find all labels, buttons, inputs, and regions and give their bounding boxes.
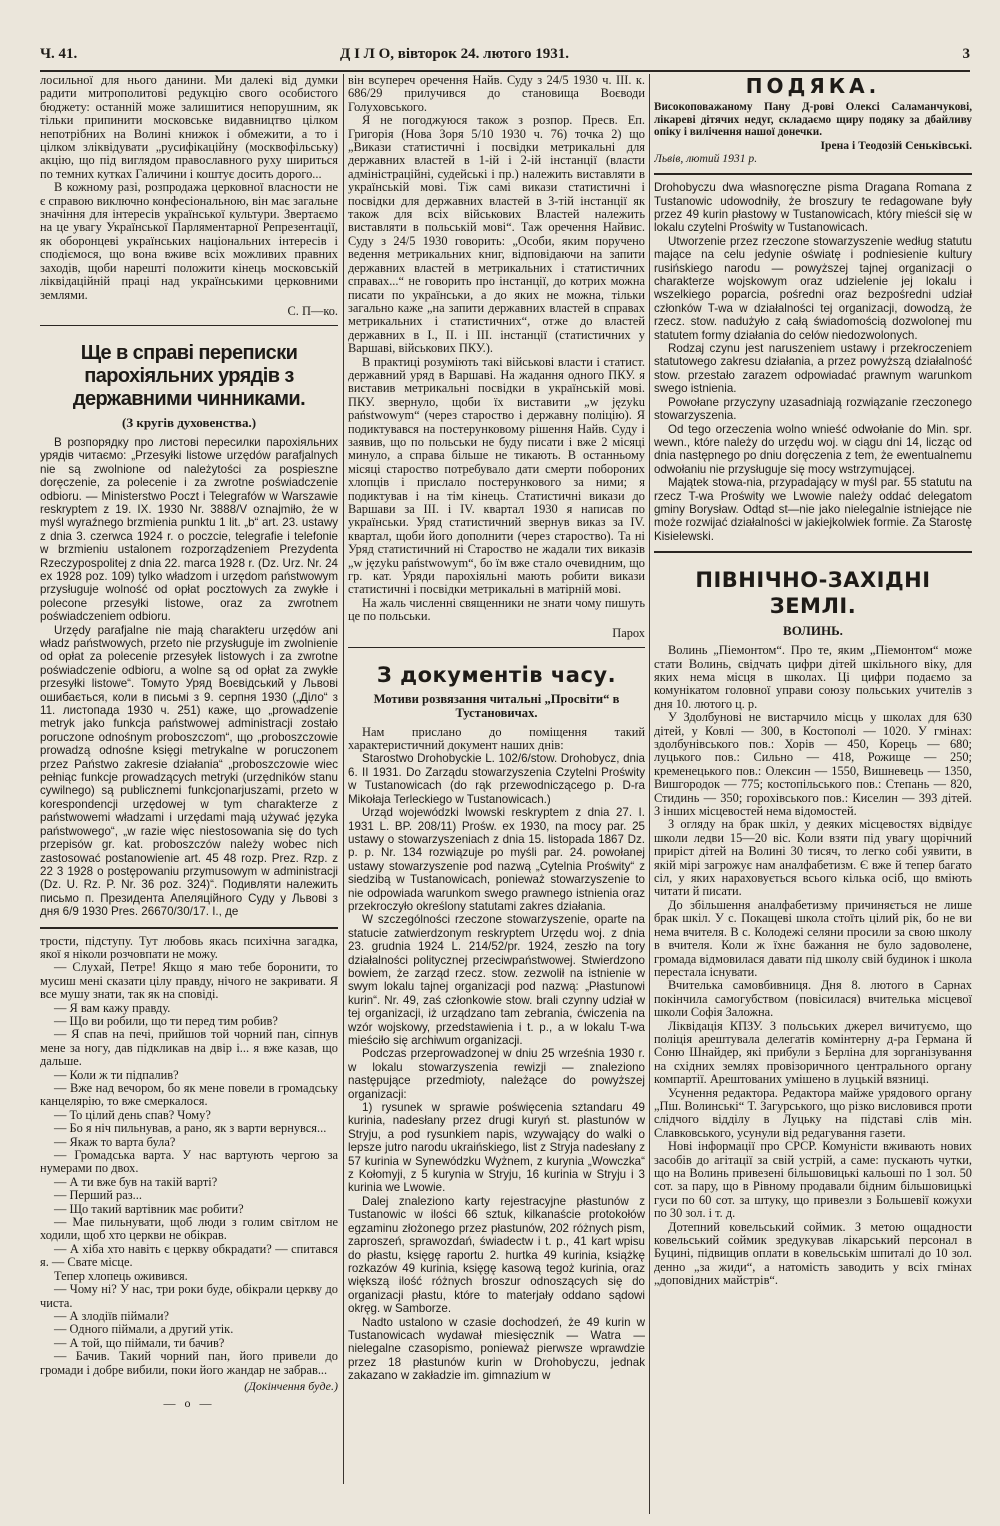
article-paragraph: Нам прислано до поміщення такий характеристичний документ наших днів: xyxy=(348,724,645,753)
article-paragraph: В розпорядку про листові пересилки парохіяльних урядів читаємо: „Przesyłki listowe urzędów parafjalnych nie są zwolnione od należytości za pospieszne doręczenie, za polecenie i za zwrotne poświadczenie odbioru. — Ministerstwo Poczt i Telegrafów w Warszawie reskryptem z 19. IX. 1930 Nr. 3888/V oznajmiło, że w myśl wyraźnego brzmienia punktu 1 lit. „b“ art. 23. ustawy z dnia 3. czerwca 1924 r. o poczcie, telegrafie i telefonie w brzmieniu ustalonem rozporządzeniem Prezydenta Rzeczypospolitej z dnia 22. marca 1928 r. (Dz. Urz. Nr. 24 ex 1928 poz. 109) tylko władzom i urzędom państwowym przysługuje wolność od opłat pocztowych za zwykłe i polecone przesyłki listowe, oraz za zwrotnem poświadczeniem odbioru. xyxy=(40,435,338,624)
dialogue-line: — Слухай, Петре! Якщо я маю тебе боронити, то мусиш мені сказати цілу правду, нічого не закривати. Я все мушу знати, так як на сповіді. xyxy=(40,960,338,1002)
feuilleton-paragraph: трости, підступу. Тут любовь якась психічна загадка, якої я ніколи розчовпати не можу. xyxy=(40,933,338,961)
dialogue-line: — Одного піймали, а другий утік. xyxy=(54,1322,234,1337)
divider xyxy=(654,551,972,553)
page-number: 3 xyxy=(962,46,970,62)
article-headline: Ще в справі переписки парохіяльних урядів з державними чинниками. xyxy=(72,341,306,410)
document-paragraph: Powołane przyczyny uzasadniają rozwiązanie rzeczonego stowarzyszenia. xyxy=(654,395,972,423)
news-paragraph: Усунення редактора. Редактора майже урядового органу „Пш. Волинські“ Т. Загурського, що різко висловився проти слідчого відділу в Луцьку на підставі слів мін. Славковського, усунули від редагування газети. xyxy=(654,1085,972,1140)
thanks-headline: ПОДЯКА. xyxy=(745,74,881,98)
dialogue-line: — Чому ні? У нас, три роки буде, обікрали церкву до чиста. xyxy=(40,1282,338,1310)
article-paragraph: На жаль численні священники не знати чому пишуть це по польськи. xyxy=(348,595,645,624)
dialogue-line: — Бо я ніч пильнував, а рано, як з варти вернувся... xyxy=(54,1121,327,1136)
news-paragraph: Дотепний ковельський соймик. З метою ощадности ковельський соймик зредукував лікарський персонал в Буцині, підвищив оплати в ковельськім шпиталі до 10 зол. денно „за жиди“, а натомість заводить у всіх гмінах „доповідних майстрів“. xyxy=(654,1219,972,1288)
dialogue-line: — Якаж то варта була? xyxy=(54,1134,176,1149)
dialogue-line: — Перший раз... xyxy=(54,1188,142,1203)
column-rule-1 xyxy=(343,74,344,1484)
section-headline: ПІВНІЧНО-ЗАХІДНІ ЗЕМЛІ. xyxy=(695,568,931,619)
dialogue-line: — Я спав на печі, прийшов той чорний пан, сіпнув мене за ногу, дав підкликав на двір і... я вже казав, що дальше. xyxy=(40,1027,338,1069)
divider xyxy=(348,647,645,648)
article-headline: З документів часу. xyxy=(376,662,617,687)
column-2 xyxy=(348,74,645,1514)
dialogue-line: — А злодіїв піймали? xyxy=(54,1308,169,1323)
dialogue-line: — Бачив. Такий чорний пан, його привели до громади і добре вибили, поки його жандар не забрав... xyxy=(40,1349,338,1377)
dialogue-line: — Що такий вартівник має робити? xyxy=(54,1201,244,1216)
dialogue-line: — Коли ж ти підпалив? xyxy=(54,1067,179,1082)
dialogue-line: — Вже над вечором, бо як мене повели в громадську канцелярію, то вже смеркалося. xyxy=(40,1081,338,1109)
column-3 xyxy=(654,74,972,1514)
dialogue-line: — Громадська варта. У нас вартують чергою за нумерами по двох. xyxy=(40,1148,338,1176)
document-paragraph: Dalej znaleziono karty rejestracyjne płastunów z Tustanowic w ilości 66 sztuk, kilkanaście protokołów egzaminu złożonego przez płastunów, 202 różnych pism, zaproszeń, sprawozdań, świadectw i t. p., 41 kart wpisu do płastu, księgę raportu 2. hurtka 49 kurinia, książkę rozkazów 49 kurinia, księgę kasową tegoż kurinia, oraz większą ilość różnych broszur odnoszących się do organizacji płastu, które to materjały oddano sądowi okręg. w Samborze. xyxy=(348,1194,645,1316)
dialogue-line: — То цілий день спав? Чому? xyxy=(54,1107,211,1122)
document-paragraph: Utworzenie przez rzeczone stowarzyszenie według statutu mające na celu jedynie oświatę i podniesienie kultury rusińskiego narodu — powyższej tajnej organizacji o charakterze wojskowym oraz udzielenie jej lokalu i wszelkiego poparcia, pośredni oraz bezpośredni udział członków T-wa w działalności tej organizacji, dowodzą, że rzecz. stow. nadużyło z całą świadomością dozwolonej mu statutem formy działania do celów niedozwolonych. xyxy=(654,234,972,342)
news-paragraph: Вчителька самовбивниця. Дня 8. лютого в Сарнах покінчила самогубством (повісилася) вчителька місцевої школи Софія Заложна. xyxy=(654,978,972,1020)
news-paragraph: Волинь „Піемонтом“. Про те, яким „Піемонтом“ може стати Волинь, свідчать цифри дітей шкільного віку, для яких нема місця в школах. Ці цифри подаємо за комунікатом головної управи союзу польських учителів з дня 10. лютого ц. р. xyxy=(654,643,972,711)
article-signature: Парох xyxy=(612,625,645,640)
article-paragraph: Urzędy parafjalne nie mają charakteru urzędów ani władz państwowych, przeto nie przysługuje im zwolnienie od opłat za polecenie przesyłek listowych i za zwrotne poświadczenie odbioru, a wolne są od opłat za zwykłe przesyłki listowe“. Томуто Уряд Воєвідський у Львові ошибається, коли в письмі з 9. серпня 1930 („Діло“ з 11. листопада 1930 ч. 251) каже, що „prowadzenie metryk jako funkcja państwowej administracji zostało poruczone odnośnym proboszczom“, що „proboszczowie prowadzą odnośne księgi metrykalne w poruczonem przez Państwo zakresie działania“ „proboszczowie wiec pełniąc funkcje prowadzących metryki (urzędników stanu cywilnego) są publicznemi funkcjonarjuszami, przeto w korespondencji urzędowej w tym charakterze z państwowemi władzami i urzędami mają używać języka państwowego“, „w razie więc niestosowania się do tych przepisów gr. kat. proboszczów należy wobec nich zastosować postanowienie art. 45 48 rozp. Prez. Rzp. z 22 3 1928 o postępowaniu przymusowym w administracji (Dz. U. Rz. P. Nr. 36 poz. 324)“. Подивляти належить письмо п. Президента Апеляційного Суду у Львові з дня 6/9 1930 Pres. 26670/30/17. I., де xyxy=(40,623,338,919)
news-paragraph: У Здолбунові не вистарчило місць у школах для 630 дітей, у Ковлі — 300, в Костополі — 1020. У гмінах: здолбунівського пов.: Хорів — 450, Корець — 680; луцького пов.: Сильно — 418, Рожище — 250; кременецького пов.: Олексин — 1550, Вишневець — 1350, Вишгородок — 775; костопільського пов.: Степань — 820, Стидинь — 350; горохівського пов.: Киселин — 393 дітей. З інших місцевостей нема відомостей. xyxy=(654,710,972,819)
document-paragraph: Podczas przeprowadzonej w dniu 25 września 1930 r. w lokalu stowarzyszenia rewizji — znaleziono następujące przedmioty, należące do powyższej organizacji: xyxy=(348,1047,645,1101)
document-paragraph: Nadto ustalono w czasie dochodzeń, że 49 kurin w Tustanowicach wydawał miesięcznik — Watra — nielegalne czasopismo, ponieważ pierwsze wprawdzie przez 18 płastunów kurin w Drohobyczu, jednak zakazano w zakładzie im. gimnazium w xyxy=(348,1315,645,1383)
page-header xyxy=(40,40,970,72)
dialogue-line: — Що ви робили, що ти перед тим робив? xyxy=(54,1013,278,1028)
divider xyxy=(654,173,972,175)
dialogue-line: Тепер хлопець оживився. xyxy=(54,1268,188,1283)
column-rule-2 xyxy=(649,74,650,1514)
document-paragraph: Od tego orzeczenia wolno wnieść odwołanie do Min. spr. wewn., które należy do urzędu woj. w ciągu dni 14, licząc od dnia następnego po dniu doręczenia z tem, że ewentualnemu odwołaniu nie przysługuje się mocy wstrzymującej. xyxy=(654,422,972,476)
dialogue-line: — Я вам кажу правду. xyxy=(54,1000,171,1015)
thanks-signature: Ірена і Теодозій Сеньківські. xyxy=(820,138,972,152)
column-1 xyxy=(40,74,338,1484)
document-paragraph: W szczególności rzeczone stowarzyszenie, oparte na statucie zatwierdzonym reskryptem Urzędu woj. z dnia 23. grudnia 1924 L. 214/52/pr. 1924, zeszło na tory działalności politycznej przeciwpaństwowej. Stwierdzono bowiem, że zarząd rzecz. stow. zezwolił na istnienie w swym lokalu tajnej organizacji pod nazwą: „Płastunowi kurin“. Nr. 49, zaś członkowie stow. brali czynny udział w tej organizacji, iż urządzano tam zebrania, ćwiczenia na wzór wojskowy, przedstawienia i t. p., a w lokalu T-wa mieściło się archiwum organizacji. xyxy=(348,913,645,1047)
issue-number: Ч. 41. xyxy=(40,46,78,62)
dialogue-line: — Мае пильнувати, щоб люди з голим світлом не ходили, щоб хто церкви не обікрав. xyxy=(40,1215,338,1243)
article-paragraph: В практиці розуміють такі військові власти і статист. державний уряд в Варшаві. На жадання одного ПКУ. я виставив метрикальні посвідки в українській мові. ПКУ. звернуло, щоби їх виставити „w języku państwowym“ (через староство і державну поліцію). Я подиктувався на постерунковому рішення Найв. Суду і заявив, що по польськи не буду писати і вже 2 місяці минуло, а справа більше не тикають. В останньому місяці староство потребувало дати смерти побороних хлопців і прислало постерункового за ними; я подиктував і на тім кінець. Статистичні викази до Варшави за III. і IV. квартал 1930 я написав по українськи. Уряд статистичний звернув виказ за IV. квартал, щоби його дополнити (через староство). Та ні Уряд статистичний ні Староство не жадали тих виказів „w języku państwowym“, бо їм вже стало очевидним, що гр. кат. Уряди парохіяльні мають робити викази статистичні і посвідки метрикальні в матірній мові. xyxy=(348,354,645,597)
article-paragraph: він всупереч оречення Найв. Суду з 24/5 1930 ч. III. к. 686/29 прилучився до становища Воєводи Голуховського. xyxy=(348,74,645,114)
divider xyxy=(40,325,338,326)
article-paragraph: лосильної для нього данини. Ми далекі від думки радити митрополитові редукцію свого особистого бюджету: останній може залишитися непорушним, як тільки припинити московське видавництво цілком непотрібних на Волині книжок і обмежити, а то і цілком зліквідувати „русифікаційну (москвофільську) акцію, що під виглядом православного руху шириться по темних кутках Галичини і коштує досить дорого... xyxy=(40,74,338,181)
dialogue-line: — А ти вже був на такій варті? xyxy=(54,1174,218,1189)
document-paragraph: Rodzaj czynu jest naruszeniem ustawy i przekroczeniem statutowego zakresu działania, a przez powyższą działalność stow. przestało zarazem odpowiadać prawnym warunkom swego istnienia. xyxy=(654,342,972,396)
thanks-text: Високоповажаному Пану Д-рові Олексі Саламанчукові, лікареві дітячих недуг, складаємо щиру подяку за дбайливу опіку і вилічення нашої донечки. xyxy=(654,101,972,139)
news-paragraph: З огляду на брак шкіл, у деяких місцевостях відвідує школи ледви 15—20 віс. Коли взяти під увагу щорічний приріст дітей на Волині 30 тисяч, то легко собі уявити, в якій мірі загрожує нам аналфабетизм. Є вже й тепер багато сіл, у яких нараховується всього кілька осіб, що вміють читати й писати. xyxy=(654,817,972,899)
document-paragraph: 1) rysunek w sprawie poświęcenia sztandaru 49 kurinia, nadesłany przez drugi kuryń st. plastunów w Stryju, a pod rysunkiem napis, wzywający do walki o lepsze jutro narodu ukraińskiego, list z Stryja nadesłany z 57 kurinia w Synewódzku Wyżnem, z kurynia „Wowczka“ z Kołomyji, z 5 kurynia w Stryju, 16 kurinia w Stryju i 3 kurinia we Lwowie. xyxy=(348,1101,645,1195)
thanks-place-date: Львів, лютий 1931 р. xyxy=(654,151,758,165)
end-mark: — о — xyxy=(163,1395,215,1410)
article-paragraph: Я не погоджуюся також з розпор. Пресв. Еп. Григорія (Нова Зоря 5/10 1930 ч. 76) точка 2) що „Викази статистичні і посвідки метрикальні для державних властей в 1-ій і 2-ій інстанції (власти адміністраційні, судейські і пр.) належить виставляти в українській мові. Тіж самі викази статистичні і посвідки для державних властей в 3-тій інстанції як також для всіх військових Властей належить виставляти в польській мові“. Таж оречення Найвис. Суду з 24/5 1930 говорить: „Особи, яким поручено ведення метрикальних книг, відповідаючи на запити державних властей в метрикальних і статистичних справах...“ не говорить про інстанції, до котрих можна писати по українськи, а до яких не можна, тільки загально каже „на запити державних властей в справах метрикальних і статистичних“, отже до властей державних в I., II. і III. інстанції (статистичних у Варшаві, військових ПКУ.). xyxy=(348,113,645,356)
dialogue-line: — А хіба хто навіть є церкву обкрадати? — спитався я. — Свате місце. xyxy=(40,1241,338,1270)
document-paragraph: Urząd wojewódzki lwowski reskryptem z dnia 27. I. 1931 L. BP. 208/11) Prośw. ex 1930, na mocy par. 25 ustawy o stowarzyszeniach z dnia 15. listopada 1867 Dz. p. p. Nr. 134 rozwiązuje po myśli par. 24. powołanej ustawy stowarzyszenie pod nazwą „Cytelnia Proświty“ z siedzibą w Tustanowicach, ponieważ stowarzyszenie to nie odpowiada warunkom swego prawnego istnienia oraz przekroczyło określony statutami zakres działania. xyxy=(348,806,645,913)
article-subheadline: (З кругів духовенства.) xyxy=(121,414,257,430)
masthead-date: Д І Л О, вівторок 24. лютого 1931. xyxy=(340,46,569,62)
news-paragraph: Ліквідація КПЗУ. З польських джерел вичитуємо, що поліція арештувала делегатів комінтерну д-ра Германа й Соню Шнайдер, які прибули з Берліна для зорганізування на східних землях провізоричного центрального органу компартії. Арештованих умішено в луцькій вязниці. xyxy=(654,1018,972,1087)
article-paragraph: В кожному разі, розпродажа церковної власности не є справою виключно конфесіональною, він має загальне значіння для інтересів української культури. Звертаємо на це увагу Української Парляментарної Репрезентації, як оборонцеві українських національних інтересів і сподіємося, що вона вживе всіх можливих правних заходів, щоби нарешті положити кінець московській ліквідаційній праці над українськими церковними землями. xyxy=(40,180,338,302)
article-signature: С. П—ко. xyxy=(287,303,338,318)
section-subheadline: ВОЛИНЬ. xyxy=(783,623,843,639)
news-paragraph: Нові інформації про СРСР. Комуністи вживають нових засобів до агітації за свій устрій, а саме: пускають чутки, що на Волинь привезені більшовицькі кальоші по 1 зол. 50 сот. за пару, що в Рівному продавали бідним більшовицькі гуси по 60 сот. за штуку, що привезли з Большевії кожухи по 30 зол. і т. д. xyxy=(654,1139,972,1221)
news-paragraph: До збільшення аналфабетизму причиняється не лише брак шкіл. У с. Покащеві школа стоїть цілий рік, бо не ви нема вчителя. В с. Колодежі селяни просили за свою школу в вчителя. Коли ж їхнє бажання не було задоволене, громада відмовилася давати під школу свій будинок і школа перестала існувати. xyxy=(654,897,972,979)
divider xyxy=(40,927,338,929)
continuation-note: (Докінчення буде.) xyxy=(244,1378,338,1393)
article-subheadline: Мотиви розвязання читальні „Просвіти“ в Тустановичах. xyxy=(373,691,620,720)
document-paragraph: Starostwo Drohobyckie L. 102/6/stow. Drohobycz, dnia 6. II 1931. Do Zarządu stowarzyszenia Czytelni Proświty w Tustanowicach (do rąk przewodniczącego p. D-ra Mikołaja Terleckiego w Tustanowicach.) xyxy=(348,752,645,806)
document-paragraph: Drohobyczu dwa własnoręczne pisma Dragana Romana z Tustanowic udowodniły, że broszury te redagowane były przez 49 kurin płastowy w Tustanowicach, który mieścił się w lokalu czytelni Proświty w Tustanowicach. xyxy=(654,181,972,235)
document-paragraph: Majątek stowa-nia, przypadający w myśl par. 55 statutu na rzecz T-wa Proświty we Lwowie należy oddać delegatom gminy Borysław. Odtąd st—nie jako nielegalnie istniejące nie może rozwijać działalności w jakiejkolwiek formie. Za Starostę Kisielewski. xyxy=(654,476,972,543)
dialogue-line: — А той, що піймали, ти бачив? xyxy=(54,1335,225,1350)
